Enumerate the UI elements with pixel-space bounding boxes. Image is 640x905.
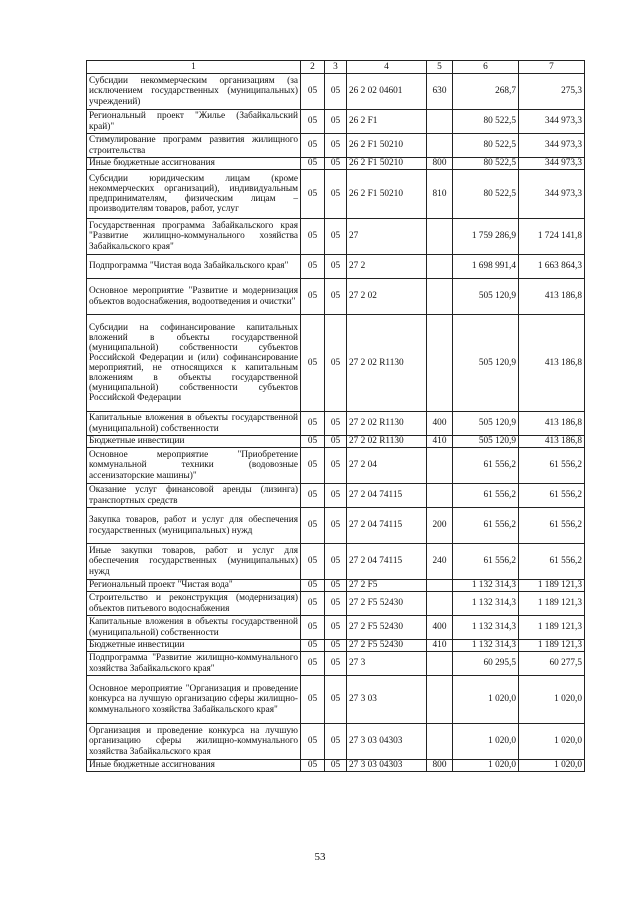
row-subsection-cell: 05 bbox=[325, 315, 347, 412]
row-expense-type-cell: 800 bbox=[427, 760, 453, 772]
row-amount-year2-cell: 1 189 121,3 bbox=[519, 592, 585, 616]
row-subsection-cell: 05 bbox=[325, 724, 347, 760]
row-amount-year2-cell: 413 186,8 bbox=[519, 436, 585, 448]
row-amount-year1-cell: 1 132 314,3 bbox=[453, 580, 519, 592]
row-amount-year1-cell: 1 132 314,3 bbox=[453, 640, 519, 652]
row-section-cell: 05 bbox=[301, 592, 325, 616]
header-col-2: 2 bbox=[301, 61, 325, 74]
row-section-cell: 05 bbox=[301, 134, 325, 158]
row-expense-type-cell bbox=[427, 724, 453, 760]
row-amount-year1-cell: 505 120,9 bbox=[453, 412, 519, 436]
row-target-code-cell: 27 2 04 74115 bbox=[347, 508, 427, 544]
row-subsection-cell: 05 bbox=[325, 616, 347, 640]
row-name-cell: Основное мероприятие "Организация и проведение конкурса на лучшую организацию сферы жилищно-коммунального хозяйства Забайкальского края" bbox=[87, 676, 301, 724]
header-col-6: 6 bbox=[453, 61, 519, 74]
table-body bbox=[87, 74, 585, 772]
row-expense-type-cell bbox=[427, 219, 453, 255]
table-row bbox=[87, 652, 585, 676]
row-target-code-cell: 27 2 02 R1130 bbox=[347, 436, 427, 448]
row-subsection-cell: 05 bbox=[325, 484, 347, 508]
table-row bbox=[87, 412, 585, 436]
row-expense-type-cell bbox=[427, 315, 453, 412]
row-section-cell: 05 bbox=[301, 652, 325, 676]
row-section-cell: 05 bbox=[301, 255, 325, 279]
row-amount-year2-cell: 61 556,2 bbox=[519, 448, 585, 484]
row-expense-type-cell bbox=[427, 110, 453, 134]
row-amount-year1-cell: 61 556,2 bbox=[453, 544, 519, 580]
row-amount-year2-cell: 61 556,2 bbox=[519, 484, 585, 508]
row-section-cell: 05 bbox=[301, 676, 325, 724]
row-target-code-cell: 26 2 F1 bbox=[347, 110, 427, 134]
row-amount-year2-cell: 275,3 bbox=[519, 74, 585, 110]
table-row bbox=[87, 74, 585, 110]
row-amount-year1-cell: 61 556,2 bbox=[453, 448, 519, 484]
row-section-cell: 05 bbox=[301, 412, 325, 436]
row-amount-year2-cell: 344 973,3 bbox=[519, 158, 585, 170]
row-subsection-cell: 05 bbox=[325, 676, 347, 724]
row-expense-type-cell: 810 bbox=[427, 170, 453, 219]
row-target-code-cell: 27 2 04 74115 bbox=[347, 484, 427, 508]
row-name-cell: Капитальные вложения в объекты государственной (муниципальной) собственности bbox=[87, 412, 301, 436]
row-amount-year2-cell: 1 724 141,8 bbox=[519, 219, 585, 255]
row-subsection-cell: 05 bbox=[325, 592, 347, 616]
row-target-code-cell: 27 2 F5 bbox=[347, 580, 427, 592]
row-expense-type-cell: 410 bbox=[427, 436, 453, 448]
row-target-code-cell: 27 3 03 bbox=[347, 676, 427, 724]
row-amount-year1-cell: 268,7 bbox=[453, 74, 519, 110]
header-col-5: 5 bbox=[427, 61, 453, 74]
row-name-cell: Субсидии на софинансирование капитальных вложений в объекты государственной (муниципальной) собственности субъектов Российской Федерации и (или) софинансирование мероприятий, не относящихся к капитальным вложениям в объекты государственной (муниципальной) собственности субъектов Российской Федерации bbox=[87, 315, 301, 412]
row-name-cell: Бюджетные инвестиции bbox=[87, 640, 301, 652]
row-amount-year2-cell: 1 189 121,3 bbox=[519, 580, 585, 592]
row-subsection-cell: 05 bbox=[325, 134, 347, 158]
row-section-cell: 05 bbox=[301, 279, 325, 315]
row-target-code-cell: 27 3 03 04303 bbox=[347, 724, 427, 760]
row-amount-year2-cell: 60 277,5 bbox=[519, 652, 585, 676]
row-subsection-cell: 05 bbox=[325, 279, 347, 315]
table-header-row bbox=[87, 61, 585, 74]
row-expense-type-cell bbox=[427, 255, 453, 279]
row-subsection-cell: 05 bbox=[325, 255, 347, 279]
row-target-code-cell: 26 2 F1 50210 bbox=[347, 158, 427, 170]
row-name-cell: Региональный проект "Чистая вода" bbox=[87, 580, 301, 592]
row-target-code-cell: 26 2 02 04601 bbox=[347, 74, 427, 110]
row-amount-year1-cell: 1 132 314,3 bbox=[453, 616, 519, 640]
row-amount-year1-cell: 60 295,5 bbox=[453, 652, 519, 676]
table-row bbox=[87, 315, 585, 412]
row-section-cell: 05 bbox=[301, 170, 325, 219]
header-col-7: 7 bbox=[519, 61, 585, 74]
row-name-cell: Бюджетные инвестиции bbox=[87, 436, 301, 448]
table-row bbox=[87, 255, 585, 279]
row-section-cell: 05 bbox=[301, 158, 325, 170]
header-col-1: 1 bbox=[87, 61, 301, 74]
row-section-cell: 05 bbox=[301, 544, 325, 580]
row-amount-year1-cell: 1 132 314,3 bbox=[453, 592, 519, 616]
table-row bbox=[87, 134, 585, 158]
row-name-cell: Строительство и реконструкция (модернизация) объектов питьевого водоснабжения bbox=[87, 592, 301, 616]
row-amount-year1-cell: 505 120,9 bbox=[453, 315, 519, 412]
row-section-cell: 05 bbox=[301, 219, 325, 255]
row-subsection-cell: 05 bbox=[325, 508, 347, 544]
row-amount-year1-cell: 80 522,5 bbox=[453, 158, 519, 170]
header-col-4: 4 bbox=[347, 61, 427, 74]
row-amount-year2-cell: 1 189 121,3 bbox=[519, 616, 585, 640]
table-row bbox=[87, 110, 585, 134]
row-expense-type-cell bbox=[427, 652, 453, 676]
row-amount-year2-cell: 1 020,0 bbox=[519, 760, 585, 772]
row-name-cell: Основное мероприятие "Приобретение коммунальной техники (водовозные ассенизаторские машины)" bbox=[87, 448, 301, 484]
table-row bbox=[87, 544, 585, 580]
row-amount-year1-cell: 1 020,0 bbox=[453, 724, 519, 760]
row-amount-year2-cell: 413 186,8 bbox=[519, 412, 585, 436]
row-amount-year2-cell: 344 973,3 bbox=[519, 110, 585, 134]
row-amount-year1-cell: 1 020,0 bbox=[453, 760, 519, 772]
table-row bbox=[87, 158, 585, 170]
row-name-cell: Оказание услуг финансовой аренды (лизинга) транспортных средств bbox=[87, 484, 301, 508]
table-row bbox=[87, 448, 585, 484]
table-row bbox=[87, 508, 585, 544]
row-name-cell: Закупка товаров, работ и услуг для обеспечения государственных (муниципальных) нужд bbox=[87, 508, 301, 544]
row-section-cell: 05 bbox=[301, 724, 325, 760]
row-amount-year2-cell: 413 186,8 bbox=[519, 315, 585, 412]
row-target-code-cell: 27 2 02 R1130 bbox=[347, 412, 427, 436]
row-expense-type-cell bbox=[427, 484, 453, 508]
header-col-3: 3 bbox=[325, 61, 347, 74]
table-row bbox=[87, 616, 585, 640]
row-amount-year2-cell: 344 973,3 bbox=[519, 134, 585, 158]
row-name-cell: Подпрограмма "Чистая вода Забайкальского края" bbox=[87, 255, 301, 279]
table-row bbox=[87, 484, 585, 508]
row-amount-year1-cell: 80 522,5 bbox=[453, 110, 519, 134]
row-name-cell: Субсидии некоммерческим организациям (за исключением государственных (муниципальных) учреждений) bbox=[87, 74, 301, 110]
table-row bbox=[87, 279, 585, 315]
row-target-code-cell: 27 2 02 R1130 bbox=[347, 315, 427, 412]
row-target-code-cell: 27 2 02 bbox=[347, 279, 427, 315]
row-name-cell: Субсидии юридическим лицам (кроме некоммерческих организаций), индивидуальным предпринимателям, физическим лицам – производителям товаров, работ, услуг bbox=[87, 170, 301, 219]
row-target-code-cell: 27 2 F5 52430 bbox=[347, 640, 427, 652]
row-subsection-cell: 05 bbox=[325, 652, 347, 676]
table-row bbox=[87, 219, 585, 255]
row-section-cell: 05 bbox=[301, 315, 325, 412]
row-subsection-cell: 05 bbox=[325, 219, 347, 255]
row-name-cell: Государственная программа Забайкальского края "Развитие жилищно-коммунального хозяйства Забайкальского края" bbox=[87, 219, 301, 255]
row-expense-type-cell: 200 bbox=[427, 508, 453, 544]
table-row bbox=[87, 580, 585, 592]
row-target-code-cell: 27 2 bbox=[347, 255, 427, 279]
table-row bbox=[87, 724, 585, 760]
row-expense-type-cell: 240 bbox=[427, 544, 453, 580]
row-name-cell: Капитальные вложения в объекты государственной (муниципальной) собственности bbox=[87, 616, 301, 640]
row-name-cell: Подпрограмма "Развитие жилищно-коммунального хозяйства Забайкальского края" bbox=[87, 652, 301, 676]
row-subsection-cell: 05 bbox=[325, 436, 347, 448]
row-amount-year1-cell: 505 120,9 bbox=[453, 279, 519, 315]
row-section-cell: 05 bbox=[301, 760, 325, 772]
table-row bbox=[87, 676, 585, 724]
table-row bbox=[87, 436, 585, 448]
row-expense-type-cell: 400 bbox=[427, 412, 453, 436]
row-expense-type-cell bbox=[427, 448, 453, 484]
row-expense-type-cell bbox=[427, 592, 453, 616]
row-amount-year1-cell: 61 556,2 bbox=[453, 484, 519, 508]
row-target-code-cell: 27 3 03 04303 bbox=[347, 760, 427, 772]
row-name-cell: Региональный проект "Жилье (Забайкальский край)" bbox=[87, 110, 301, 134]
row-target-code-cell: 26 2 F1 50210 bbox=[347, 134, 427, 158]
table-row bbox=[87, 170, 585, 219]
row-amount-year2-cell: 61 556,2 bbox=[519, 544, 585, 580]
row-target-code-cell: 27 2 F5 52430 bbox=[347, 616, 427, 640]
row-amount-year1-cell: 80 522,5 bbox=[453, 170, 519, 219]
row-target-code-cell: 27 bbox=[347, 219, 427, 255]
row-amount-year1-cell: 1 020,0 bbox=[453, 676, 519, 724]
row-name-cell: Основное мероприятие "Развитие и модернизация объектов водоснабжения, водоотведения и очистки" bbox=[87, 279, 301, 315]
row-expense-type-cell bbox=[427, 580, 453, 592]
table-row bbox=[87, 592, 585, 616]
row-section-cell: 05 bbox=[301, 436, 325, 448]
row-section-cell: 05 bbox=[301, 448, 325, 484]
row-amount-year2-cell: 344 973,3 bbox=[519, 170, 585, 219]
row-amount-year1-cell: 61 556,2 bbox=[453, 508, 519, 544]
row-name-cell: Стимулирование программ развития жилищного строительства bbox=[87, 134, 301, 158]
row-expense-type-cell: 410 bbox=[427, 640, 453, 652]
row-amount-year1-cell: 1 759 286,9 bbox=[453, 219, 519, 255]
row-subsection-cell: 05 bbox=[325, 448, 347, 484]
row-name-cell: Иные бюджетные ассигнования bbox=[87, 760, 301, 772]
row-section-cell: 05 bbox=[301, 508, 325, 544]
row-section-cell: 05 bbox=[301, 484, 325, 508]
row-expense-type-cell bbox=[427, 134, 453, 158]
row-subsection-cell: 05 bbox=[325, 760, 347, 772]
row-expense-type-cell: 400 bbox=[427, 616, 453, 640]
row-amount-year1-cell: 505 120,9 bbox=[453, 436, 519, 448]
row-amount-year2-cell: 1 020,0 bbox=[519, 676, 585, 724]
row-expense-type-cell bbox=[427, 279, 453, 315]
row-target-code-cell: 27 2 04 74115 bbox=[347, 544, 427, 580]
row-target-code-cell: 27 2 04 bbox=[347, 448, 427, 484]
row-subsection-cell: 05 bbox=[325, 640, 347, 652]
budget-table bbox=[86, 60, 585, 772]
table-row bbox=[87, 760, 585, 772]
row-amount-year1-cell: 80 522,5 bbox=[453, 134, 519, 158]
row-amount-year2-cell: 61 556,2 bbox=[519, 508, 585, 544]
row-name-cell: Иные бюджетные ассигнования bbox=[87, 158, 301, 170]
table-row bbox=[87, 640, 585, 652]
page-number: 53 bbox=[314, 851, 326, 863]
row-section-cell: 05 bbox=[301, 616, 325, 640]
row-name-cell: Иные закупки товаров, работ и услуг для обеспечения государственных (муниципальных) нужд bbox=[87, 544, 301, 580]
row-subsection-cell: 05 bbox=[325, 580, 347, 592]
row-subsection-cell: 05 bbox=[325, 544, 347, 580]
row-target-code-cell: 27 3 bbox=[347, 652, 427, 676]
row-section-cell: 05 bbox=[301, 110, 325, 134]
row-expense-type-cell bbox=[427, 676, 453, 724]
row-subsection-cell: 05 bbox=[325, 74, 347, 110]
row-amount-year2-cell: 1 020,0 bbox=[519, 724, 585, 760]
row-name-cell: Организация и проведение конкурса на лучшую организацию сферы жилищно-коммунального хозяйства Забайкальского края bbox=[87, 724, 301, 760]
row-section-cell: 05 bbox=[301, 640, 325, 652]
row-section-cell: 05 bbox=[301, 74, 325, 110]
row-amount-year1-cell: 1 698 991,4 bbox=[453, 255, 519, 279]
row-subsection-cell: 05 bbox=[325, 170, 347, 219]
row-target-code-cell: 27 2 F5 52430 bbox=[347, 592, 427, 616]
row-subsection-cell: 05 bbox=[325, 110, 347, 134]
row-expense-type-cell: 630 bbox=[427, 74, 453, 110]
row-section-cell: 05 bbox=[301, 580, 325, 592]
row-amount-year2-cell: 1 663 864,3 bbox=[519, 255, 585, 279]
row-expense-type-cell: 800 bbox=[427, 158, 453, 170]
row-subsection-cell: 05 bbox=[325, 158, 347, 170]
row-subsection-cell: 05 bbox=[325, 412, 347, 436]
row-target-code-cell: 26 2 F1 50210 bbox=[347, 170, 427, 219]
row-amount-year2-cell: 1 189 121,3 bbox=[519, 640, 585, 652]
row-amount-year2-cell: 413 186,8 bbox=[519, 279, 585, 315]
